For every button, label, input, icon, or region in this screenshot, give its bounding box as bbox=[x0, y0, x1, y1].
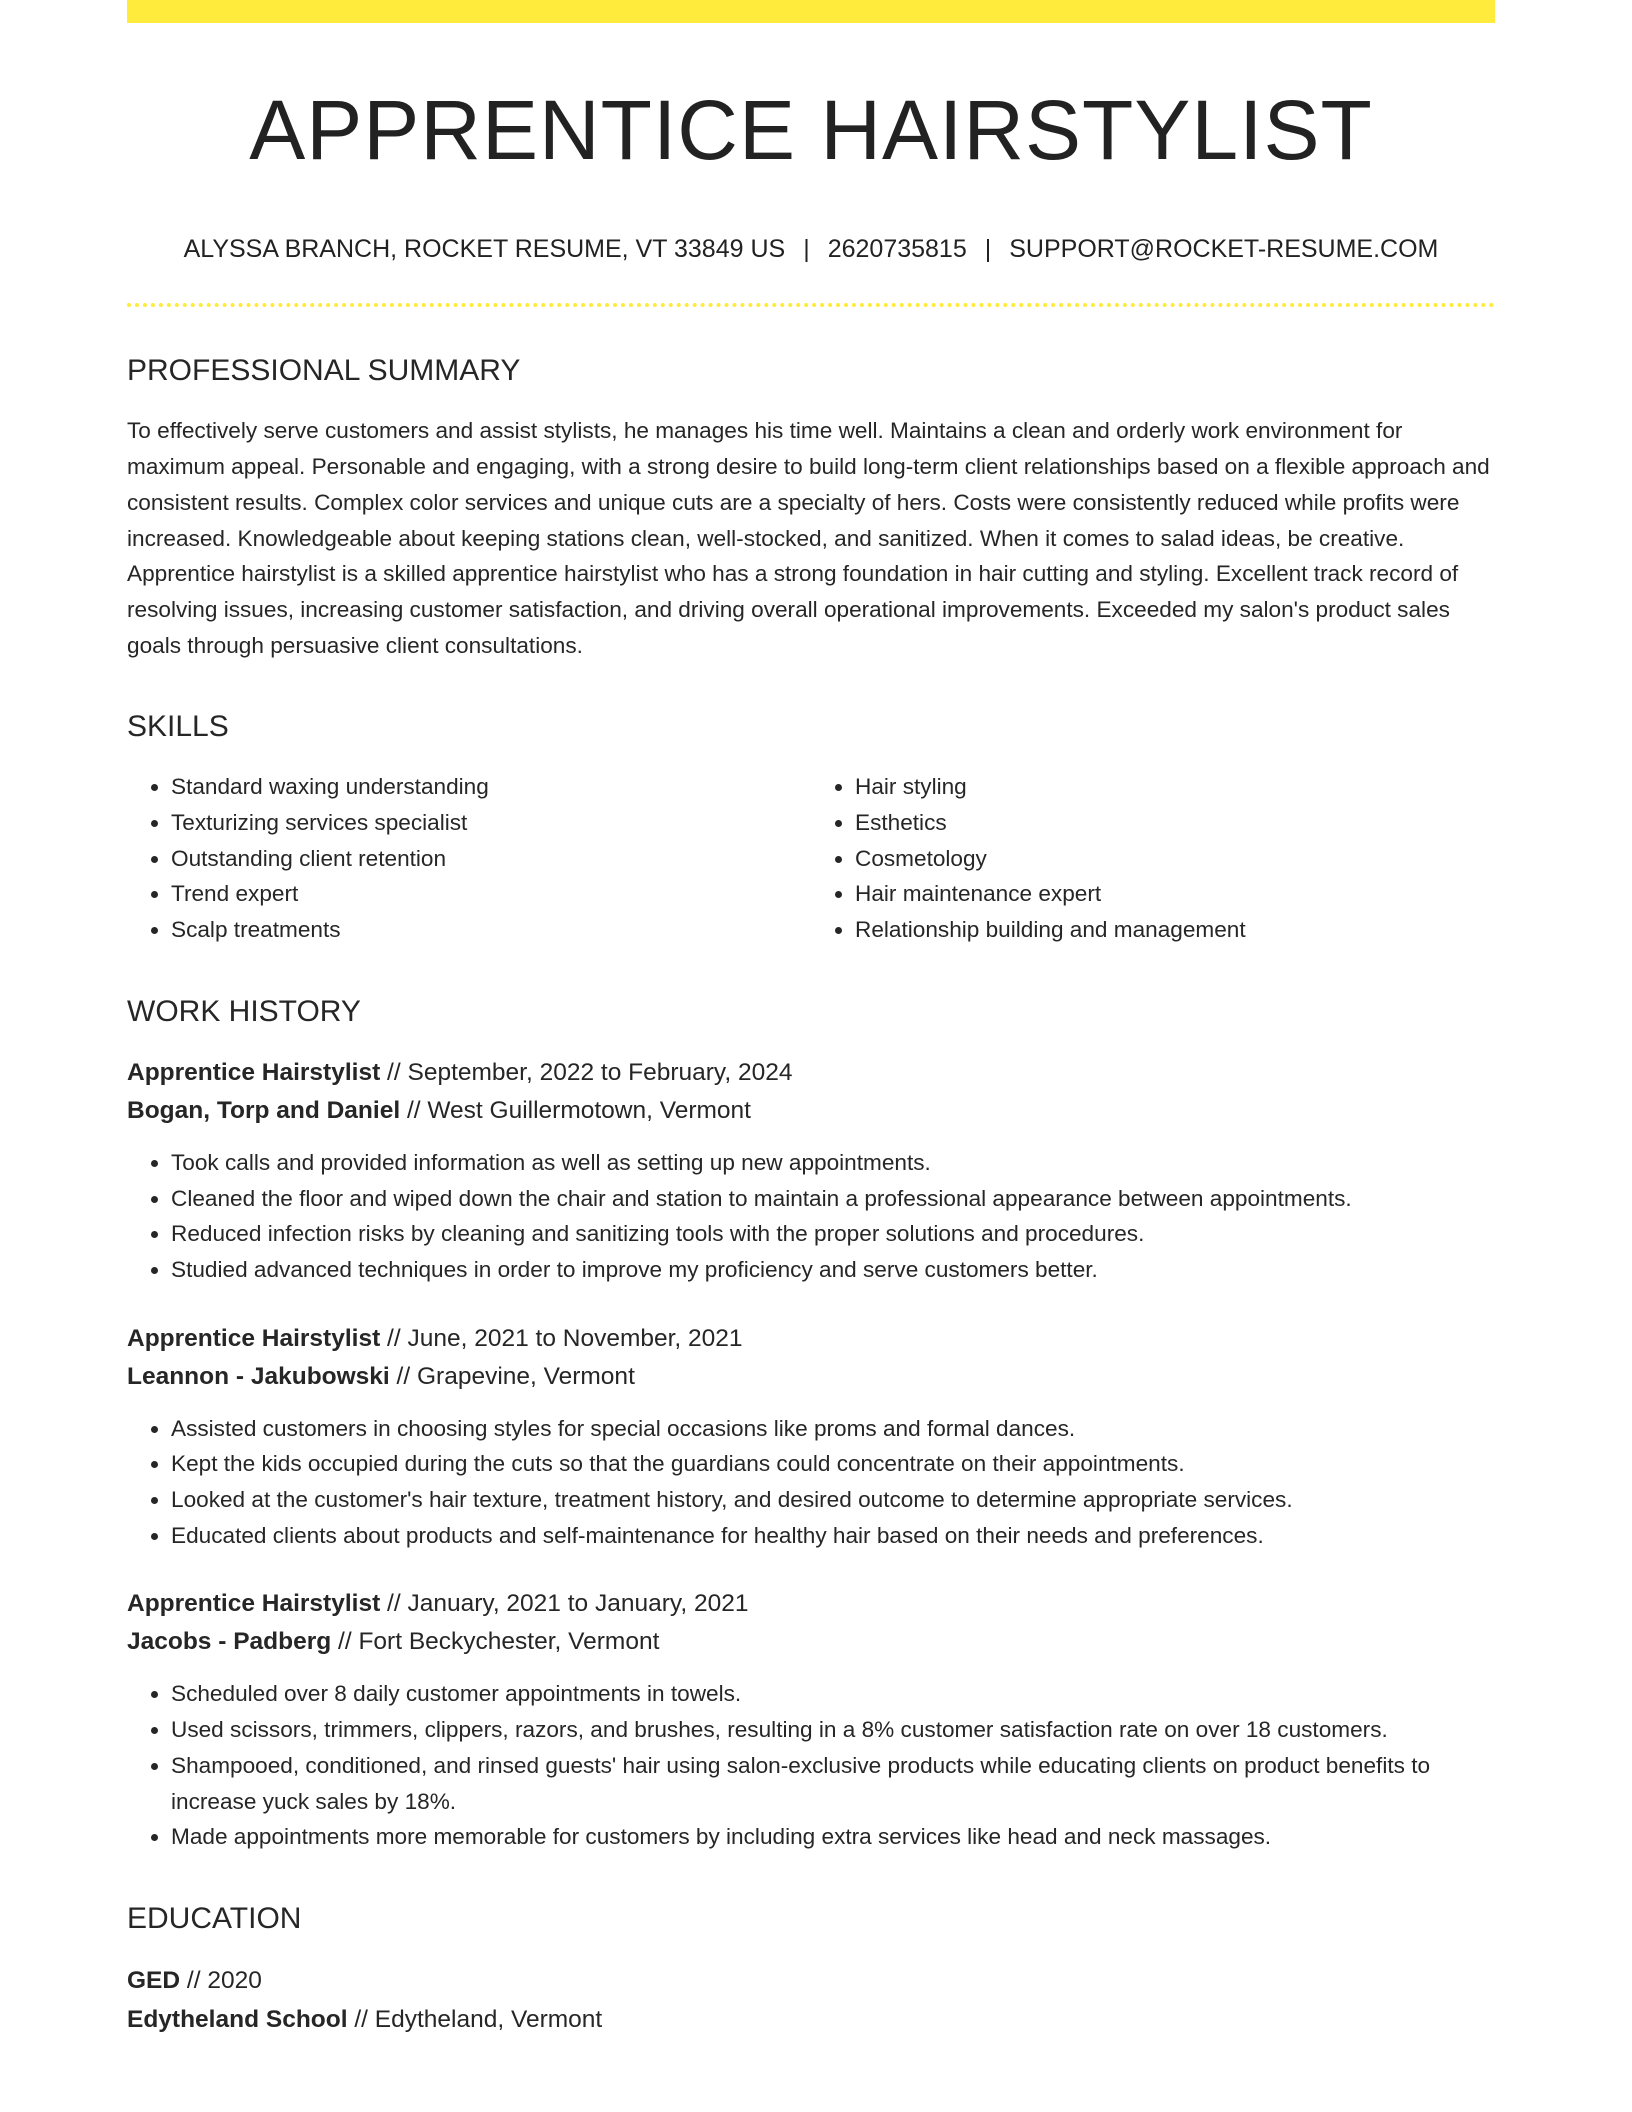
skill-item: • Standard waxing understanding bbox=[171, 769, 811, 805]
job-title-line bbox=[127, 1320, 1495, 1358]
job-duty: • Cleaned the floor and wiped down the chair and station to maintain a professional appearance between appointments. bbox=[171, 1181, 1495, 1217]
section-heading-skills: SKILLS bbox=[127, 710, 229, 744]
job-dates: // June, 2021 to November, 2021 bbox=[380, 1324, 743, 1352]
accent-top-bar bbox=[127, 0, 1495, 23]
contact-separator: | bbox=[984, 235, 992, 264]
job-duty: • Made appointments more memorable for customers by including extra services like head and neck massages. bbox=[171, 1819, 1495, 1855]
skill-item: • Hair styling bbox=[855, 769, 1495, 805]
job-duty: • Reduced infection risks by cleaning and sanitizing tools with the proper solutions and procedures. bbox=[171, 1216, 1495, 1252]
job-company: Jacobs - Padberg bbox=[127, 1628, 332, 1656]
job-duties bbox=[127, 1676, 1495, 1855]
job-duty: • Educated clients about products and self-maintenance for healthy hair based on their needs and preferences. bbox=[171, 1518, 1495, 1554]
education-school: Edytheland School bbox=[127, 2005, 348, 2033]
education-location: // Edytheland, Vermont bbox=[347, 2005, 603, 2033]
skills-list-left bbox=[127, 769, 811, 948]
skill-item: • Hair maintenance expert bbox=[855, 876, 1495, 912]
skill-item: • Outstanding client retention bbox=[171, 841, 811, 877]
job-duty: • Looked at the customer's hair texture, treatment history, and desired outcome to determine appropriate services. bbox=[171, 1482, 1495, 1518]
job-dates: // January, 2021 to January, 2021 bbox=[380, 1590, 749, 1618]
education-school-line bbox=[127, 2000, 1495, 2039]
job-duty: • Studied advanced techniques in order to improve my proficiency and serve customers better. bbox=[171, 1252, 1495, 1288]
job-duty: • Scheduled over 8 daily customer appointments in towels. bbox=[171, 1676, 1495, 1712]
contact-address: ALYSSA BRANCH, ROCKET RESUME, VT 33849 US bbox=[183, 235, 786, 264]
job-duties bbox=[127, 1411, 1495, 1554]
job-company: Bogan, Torp and Daniel bbox=[127, 1096, 401, 1124]
job-duty: • Took calls and provided information as well as setting up new appointments. bbox=[171, 1145, 1495, 1181]
job-duty: • Kept the kids occupied during the cuts so that the guardians could concentrate on their appointments. bbox=[171, 1446, 1495, 1482]
job-duties bbox=[127, 1145, 1495, 1288]
job-title: Apprentice Hairstylist bbox=[127, 1590, 381, 1618]
section-heading-summary: PROFESSIONAL SUMMARY bbox=[127, 354, 521, 388]
skill-item: • Esthetics bbox=[855, 805, 1495, 841]
work-history-section bbox=[127, 994, 1495, 1855]
job-title-line bbox=[127, 1054, 1495, 1092]
skill-item: • Cosmetology bbox=[855, 841, 1495, 877]
job-location: // Grapevine, Vermont bbox=[389, 1362, 635, 1390]
job-duty: • Assisted customers in choosing styles for special occasions like proms and formal dances. bbox=[171, 1411, 1495, 1447]
skill-item: • Trend expert bbox=[171, 876, 811, 912]
job-entry bbox=[127, 1320, 1495, 1554]
summary-text: To effectively serve customers and assist stylists, he manages his time well. Maintains a clean and orderly work environment for maximum appeal. Personable and engaging, with a strong desire to build long-term client relationships based on a flexible approach and consistent results. Complex color services and unique cuts are a specialty of hers. Costs were consistently reduced while profits were increased. Knowledgeable about keeping stations clean, well-stocked, and sanitized. When it comes to salad ideas, be creative. Apprentice hairstylist is a skilled apprentice hairstylist who has a strong foundation in hair cutting and styling. Excellent track record of resolving issues, increasing customer satisfaction, and driving overall operational improvements. Exceeded my salon's product sales goals through persuasive client consultations. bbox=[127, 418, 1490, 658]
job-company: Leannon - Jakubowski bbox=[127, 1362, 390, 1390]
section-heading-work-history: WORK HISTORY bbox=[127, 994, 361, 1028]
education-year: // 2020 bbox=[180, 1966, 262, 1994]
job-title: Apprentice Hairstylist bbox=[127, 1324, 381, 1352]
contact-line bbox=[127, 234, 1495, 264]
header-divider bbox=[127, 303, 1495, 307]
job-duty: • Used scissors, trimmers, clippers, razors, and brushes, resulting in a 8% customer satisfaction rate on over 18 customers. bbox=[171, 1712, 1495, 1748]
job-dates: // September, 2022 to February, 2024 bbox=[380, 1058, 793, 1086]
resume-name: APPRENTICE HAIRSTYLIST bbox=[249, 83, 1373, 177]
job-entry bbox=[127, 1585, 1495, 1855]
contact-email: SUPPORT@ROCKET-RESUME.COM bbox=[1009, 235, 1439, 264]
resume-page bbox=[127, 0, 1495, 2039]
job-location: // Fort Beckychester, Vermont bbox=[331, 1628, 660, 1656]
job-company-line bbox=[127, 1623, 1495, 1661]
skill-item: • Relationship building and management bbox=[855, 912, 1495, 948]
skills-list-right bbox=[811, 769, 1495, 948]
job-company-line bbox=[127, 1358, 1495, 1396]
education-section bbox=[127, 1901, 1495, 2039]
job-company-line bbox=[127, 1092, 1495, 1130]
job-title-line bbox=[127, 1585, 1495, 1623]
summary-section bbox=[127, 353, 1495, 663]
skills-section bbox=[127, 709, 1495, 948]
education-degree-line bbox=[127, 1961, 1495, 2000]
job-entry bbox=[127, 1054, 1495, 1288]
job-location: // West Guillermotown, Vermont bbox=[400, 1096, 751, 1124]
section-heading-education: EDUCATION bbox=[127, 1901, 302, 1935]
contact-separator: | bbox=[803, 235, 810, 264]
skills-columns bbox=[127, 769, 1495, 948]
skill-item: • Texturizing services specialist bbox=[171, 805, 811, 841]
skill-item: • Scalp treatments bbox=[171, 912, 811, 948]
job-duty: • Shampooed, conditioned, and rinsed guests' hair using salon-exclusive products while educating clients on product benefits to increase yuck sales by 18%. bbox=[171, 1748, 1495, 1819]
education-degree: GED bbox=[127, 1966, 181, 1994]
job-title: Apprentice Hairstylist bbox=[127, 1058, 381, 1086]
contact-phone: 2620735815 bbox=[827, 235, 967, 264]
